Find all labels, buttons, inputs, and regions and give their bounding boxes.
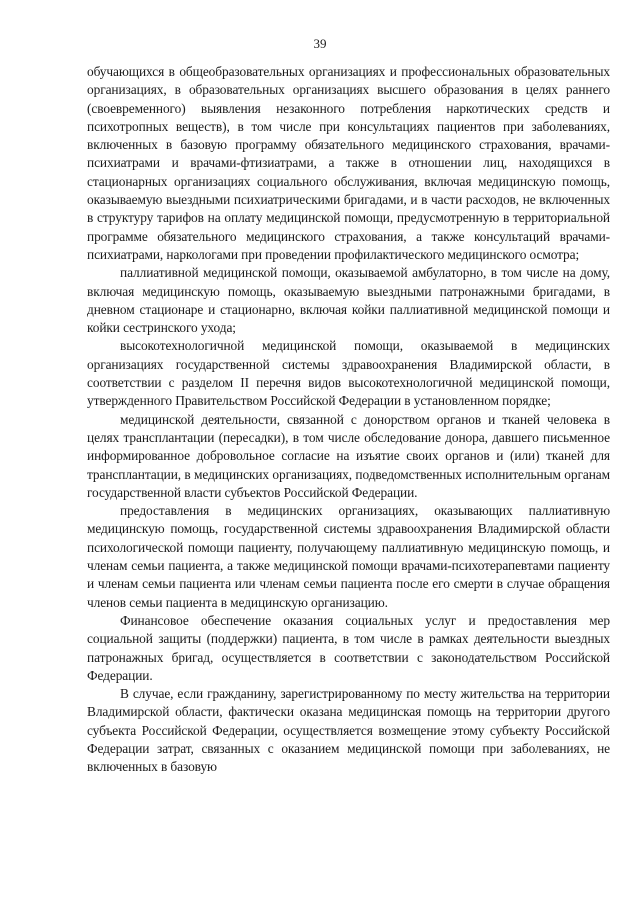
document-body — [87, 63, 610, 777]
paragraph-social-services-funding: Финансовое обеспечение оказания социальных услуг и предоставления мер социальной защиты (поддержки) пациента, в том числе в рамках деятельности выездных патронажных бригад, осуществляется в соответствии с законодательством Российской Федерации. — [87, 612, 610, 683]
paragraph-cost-reimbursement: В случае, если гражданину, зарегистрированному по месту жительства на территории Владимирской области, фактически оказана медицинская помощь на территории другого субъекта Российской Федерации, осуществляется возмещение этому субъекту Российской Федерации затрат, связанных с оказанием медицинской помощи при заболеваниях, не включенных в базовую — [87, 686, 610, 775]
paragraph-organ-donation: медицинской деятельности, связанной с донорством органов и тканей человека в целях трансплантации (пересадки), в том числе обследование донора, давшего письменное информированное добровольное согласие на изъятие своих органов и (или) тканей для трансплантации, в медицинских организациях, подведомственных исполнительным органам государственной власти субъектов Российской Федерации. — [87, 411, 610, 500]
paragraph-continuation: обучающихся в общеобразовательных организациях и профессиональных образовательных организациях, в образовательных организациях высшего образования в целях раннего (своевременного) выявления незаконного потребления наркотических средств и психотропных веществ), в том числе при консультациях пациентов при заболеваниях, включенных в базовую программу обязательного медицинского страхования, врачами-психиатрами и врачами-фтизиатрами, а также в отношении лиц, находящихся в стационарных организациях социального обслуживания, включая медицинскую помощь, оказываемую выездными психиатрическими бригадами, и в части расходов, не включенных в структуру тарифов на оплату медицинской помощи, предусмотренную в территориальной программе обязательного медицинского страхования, а также консультаций врачами-психиатрами, наркологами при проведении профилактического медицинского осмотра; — [87, 64, 610, 262]
paragraph-palliative-care: паллиативной медицинской помощи, оказываемой амбулаторно, в том числе на дому, включая медицинскую помощь, оказываемую выездными патронажными бригадами, в дневном стационаре и стационарно, включая койки паллиативной медицинской помощи и койки сестринского ухода; — [87, 265, 610, 336]
paragraph-high-tech-care: высокотехнологичной медицинской помощи, оказываемой в медицинских организациях государственной системы здравоохранения Владимирской области, в соответствии с разделом II перечня видов высокотехнологичной медицинской помощи, утвержденного Правительством Российской Федерации в установленном порядке; — [87, 338, 610, 409]
page-number: 39 — [313, 36, 327, 51]
paragraph-psychological-help: предоставления в медицинских организациях, оказывающих паллиативную медицинскую помощь, государственной системы здравоохранения Владимирской области психологической помощи пациенту, получающему паллиативную медицинскую помощь, и членам семьи пациента, а также медицинской помощи врачами-психотерапевтами пациенту и членам семьи пациента или членам семьи пациента после его смерти в случае обращения членов семьи пациента в медицинскую организацию. — [87, 503, 610, 610]
